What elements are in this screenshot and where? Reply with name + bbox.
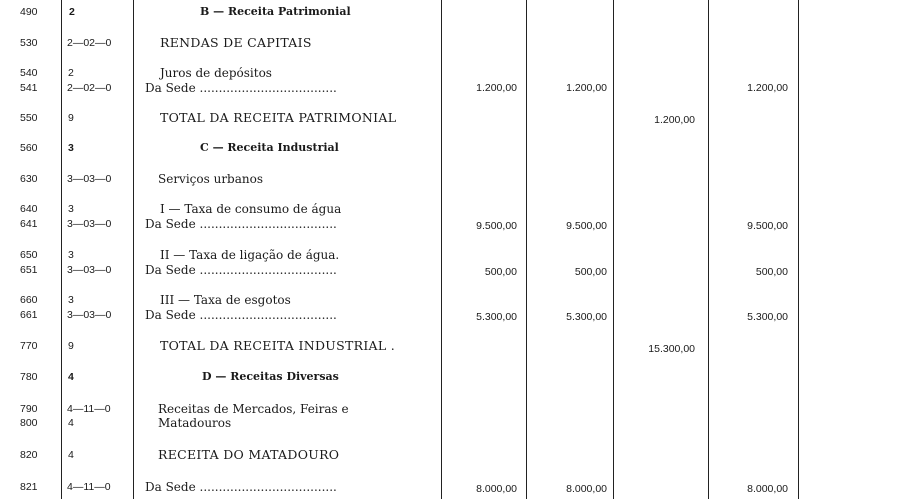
row-description: Matadouros — [158, 416, 232, 430]
row-code: 540 — [20, 67, 38, 79]
row-class: 4 — [68, 417, 74, 429]
row-class: 3—03—0 — [67, 264, 112, 276]
amount-col1: 9.500,00 — [476, 220, 517, 232]
amount-col4: 500,00 — [755, 266, 788, 278]
column-rule — [441, 0, 442, 499]
row-class: 9 — [68, 112, 74, 124]
row-code: 790 — [20, 403, 38, 415]
row-code: 770 — [20, 340, 38, 352]
row-class: 3 — [68, 294, 74, 306]
row-class: 3—03—0 — [67, 173, 112, 185]
row-description: II — Taxa de ligação de água. — [160, 248, 340, 262]
row-code: 650 — [20, 249, 38, 261]
amount-col1: 500,00 — [484, 266, 517, 278]
row-class: 4—11—0 — [67, 481, 111, 493]
total-label: TOTAL DA RECEITA INDUSTRIAL . — [160, 338, 396, 353]
total-label: TOTAL DA RECEITA PATRIMONIAL — [160, 110, 397, 125]
row-code: 661 — [20, 309, 38, 321]
row-code: 560 — [20, 142, 38, 154]
row-description: III — Taxa de esgotos — [160, 293, 291, 307]
section-heading: D — Receitas Diversas — [202, 370, 339, 383]
section-heading: B — Receita Patrimonial — [200, 5, 351, 18]
amount-col1: 1.200,00 — [476, 82, 517, 94]
row-description: Da Sede .................................... — [145, 308, 337, 322]
row-class: 2—02—0 — [67, 37, 112, 49]
row-class: 9 — [68, 340, 74, 352]
row-class: 4 — [68, 371, 74, 383]
row-code: 651 — [20, 264, 38, 276]
row-code: 641 — [20, 218, 38, 230]
row-description: Receitas de Mercados, Feiras e — [158, 402, 349, 416]
row-code: 550 — [20, 112, 38, 124]
amount-col4: 1.200,00 — [747, 82, 788, 94]
row-class: 3 — [68, 142, 74, 154]
row-class: 4 — [68, 449, 74, 461]
amount-col3: 1.200,00 — [654, 114, 695, 126]
column-rule — [798, 0, 799, 499]
row-class: 2 — [69, 6, 75, 18]
amount-col1: 5.300,00 — [476, 311, 517, 323]
row-description: Da Sede .................................... — [145, 263, 337, 277]
row-code: 541 — [20, 82, 38, 94]
amount-col4: 9.500,00 — [747, 220, 788, 232]
row-heading: RENDAS DE CAPITAIS — [160, 35, 312, 50]
row-description: Serviços urbanos — [158, 172, 264, 186]
row-description: Da Sede .................................... — [145, 480, 337, 494]
row-code: 530 — [20, 37, 38, 49]
column-rule — [133, 0, 134, 499]
column-rule — [708, 0, 709, 499]
row-code: 780 — [20, 371, 38, 383]
row-class: 4—11—0 — [67, 403, 111, 415]
row-code: 821 — [20, 481, 38, 493]
row-code: 800 — [20, 417, 38, 429]
row-description: Da Sede .................................... — [145, 217, 337, 231]
amount-col2: 5.300,00 — [566, 311, 607, 323]
row-code: 640 — [20, 203, 38, 215]
amount-col2: 500,00 — [574, 266, 607, 278]
row-code: 490 — [20, 6, 38, 18]
row-code: 630 — [20, 173, 38, 185]
amount-col2: 1.200,00 — [566, 82, 607, 94]
row-class: 3—03—0 — [67, 309, 112, 321]
column-rule — [613, 0, 614, 499]
column-rule — [526, 0, 527, 499]
row-class: 3 — [68, 203, 74, 215]
row-class: 3—03—0 — [67, 218, 112, 230]
row-code: 660 — [20, 294, 38, 306]
row-description: Juros de depósitos — [160, 66, 272, 80]
amount-col3: 15.300,00 — [648, 343, 695, 355]
amount-col4: 5.300,00 — [747, 311, 788, 323]
amount-col1: 8.000,00 — [476, 483, 517, 495]
row-description: I — Taxa de consumo de água — [160, 202, 342, 216]
row-class: 2—02—0 — [67, 82, 112, 94]
row-class: 3 — [68, 249, 74, 261]
amount-col2: 9.500,00 — [566, 220, 607, 232]
section-heading: C — Receita Industrial — [200, 141, 339, 154]
column-rule — [61, 0, 62, 499]
amount-col2: 8.000,00 — [566, 483, 607, 495]
row-code: 820 — [20, 449, 38, 461]
row-class: 2 — [68, 67, 74, 79]
row-description: Da Sede .................................... — [145, 81, 337, 95]
row-heading: RECEITA DO MATADOURO — [158, 447, 340, 462]
amount-col4: 8.000,00 — [747, 483, 788, 495]
